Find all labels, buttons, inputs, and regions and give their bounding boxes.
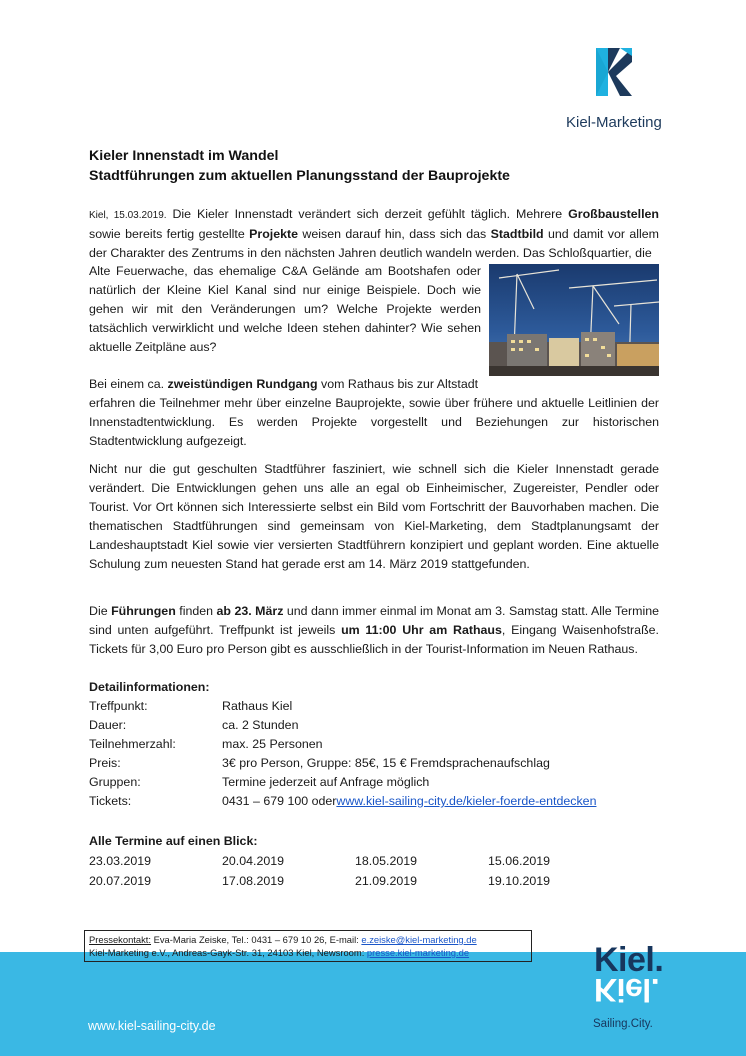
date-cell: 21.09.2019: [355, 874, 418, 888]
details-label: Teilnehmerzahl:: [89, 737, 176, 751]
details-label: Preis:: [89, 756, 121, 770]
details-value: max. 25 Personen: [222, 737, 323, 751]
press-line-1: [89, 933, 527, 946]
tour-paragraph: erfahren die Teilnehmer mehr über einzelne Bauprojekte, sowie über frühere und aktuelle Leitlinien der Innenstadtentwicklung. Es werden Projekte vorgestellt und Beziehungen zur historischen Stadtentwicklung aufgezeigt.: [89, 396, 659, 448]
details-table: [89, 697, 596, 811]
date-cell: 18.05.2019: [355, 854, 418, 868]
date-cell: 15.06.2019: [488, 854, 551, 868]
text-run: Bei einem ca.: [89, 377, 168, 391]
page-title: [89, 146, 669, 186]
press-label: Pressekontakt:: [89, 934, 152, 945]
tickets-link[interactable]: www.kiel-sailing-city.de/kieler-foerde-entdecken: [336, 794, 597, 808]
details-row-tickets: [89, 792, 596, 811]
construction-photo: [489, 264, 659, 376]
text-run: finden: [175, 604, 217, 618]
kiel-wordmark: Kiel.: [594, 941, 664, 979]
text-run: und damit vor allem der Charakter des Zentrums in den nächsten Jahren deutlich wandeln werden. Das Schloßquartier, die: [89, 227, 659, 260]
details-value: Rathaus Kiel: [222, 699, 293, 713]
details-label: Treffpunkt:: [89, 699, 148, 713]
logo-brand-text: Kiel-Marketing: [566, 114, 662, 131]
bold-run: zweistündigen Rundgang: [167, 377, 318, 391]
date-cell: 17.08.2019: [222, 874, 285, 888]
details-value: 3€ pro Person, Gruppe: 85€, 15 € Fremdsprachenaufschlag: [222, 756, 550, 770]
date-cell: 19.10.2019: [488, 874, 551, 888]
press-line-2: [89, 946, 527, 959]
dates-grid: [89, 851, 621, 891]
details-value: ca. 2 Stunden: [222, 718, 299, 732]
tickets-phone: 0431 – 679 100 oder: [222, 794, 337, 808]
dateline: Kiel, 15.03.2019.: [89, 210, 167, 221]
newsroom-link[interactable]: presse.kiel-marketing.de: [366, 947, 470, 958]
press-contact-box: [84, 930, 532, 962]
intro-paragraph-wrap: Alte Feuerwache, das ehemalige C&A Gelände am Bootshafen oder natürlich der Kleine Kiel Kanal sind nur einige Beispiele. Doch wie gehen wir mit den Veränderungen um? Welche Projekte werden tatsächlich verwirklicht und welche Ideen stehen dahinter? Wie sehen aktuelle Zeitpläne aus?: [89, 264, 481, 354]
press-email-link[interactable]: e.zeiske@kiel-marketing.de: [361, 934, 477, 945]
bold-run: Führungen: [111, 604, 176, 618]
kiel-tagline: Sailing.City.: [593, 1018, 653, 1030]
kiel-sailing-city-logo: [590, 942, 680, 1042]
details-label: Gruppen:: [89, 775, 141, 789]
details-row: [89, 773, 596, 792]
intro-paragraph: [89, 205, 659, 263]
text-run: Die: [89, 604, 112, 618]
dates-row: [89, 871, 621, 891]
details-row: [89, 754, 596, 773]
bold-run: Stadtbild: [490, 227, 544, 241]
text-run: sowie bereits fertig gestellte: [89, 227, 250, 241]
text-run: weisen darauf hin, dass sich das: [298, 227, 491, 241]
schedule-paragraph: [89, 602, 659, 659]
guides-paragraph: Nicht nur die gut geschulten Stadtführer fasziniert, wie schnell sich die Kieler Innenstadt gerade verändert. Die Entwicklungen gehen uns alle an egal ob Einheimischer, Zugereister, Pendler oder Tourist. Vor Ort können sich Interessierte selbst ein Bild vom Fortschritt der Bauvorhaben machen. Die thematischen Stadtführungen sind gemeinsam von Kiel-Marketing, dem Stadtplanungsamt der Landeshauptstadt Kiel sowie vier versierten Stadtführern konzipiert und geplant worden. Eine aktuelle Schulung zum neuesten Stand hat gerade erst am 14. März 2019 stattgefunden.: [89, 462, 659, 571]
title-line-1: Kieler Innenstadt im Wandel: [89, 148, 279, 164]
text-run: Die Kieler Innenstadt verändert sich derzeit gefühlt täglich. Mehrere: [166, 207, 569, 221]
details-row: [89, 697, 596, 716]
details-label: Tickets:: [89, 794, 132, 808]
details-label: Dauer:: [89, 718, 127, 732]
text-run: Eva-Maria Zeiske, Tel.: 0431 – 679 10 26, E-mail:: [151, 934, 362, 945]
text-run: vom Rathaus bis zur Altstadt: [317, 377, 479, 391]
date-cell: 20.07.2019: [89, 874, 152, 888]
kiel-wordmark-reflection: Kiel.: [594, 972, 660, 1008]
tour-paragraph-first-line: [89, 375, 481, 394]
footer-url[interactable]: www.kiel-sailing-city.de: [88, 1019, 216, 1033]
bold-run: Großbaustellen: [568, 207, 659, 221]
bold-run: ab 23. März: [216, 604, 284, 618]
details-value: Termine jederzeit auf Anfrage möglich: [222, 775, 430, 789]
kiel-marketing-logo: [566, 46, 686, 136]
k-logo-icon: [594, 46, 634, 98]
bold-run: Projekte: [249, 227, 299, 241]
title-line-2: Stadtführungen zum aktuellen Planungsstand der Bauprojekte: [89, 168, 510, 184]
bold-run: um 11:00 Uhr am Rathaus: [341, 623, 502, 637]
text-run: Kiel-Marketing e.V., Andreas-Gayk-Str. 31, 24103 Kiel, Newsroom:: [89, 947, 367, 958]
details-row: [89, 735, 596, 754]
date-cell: 20.04.2019: [222, 854, 285, 868]
date-cell: 23.03.2019: [89, 854, 152, 868]
dates-heading: Alle Termine auf einen Blick:: [89, 834, 258, 848]
text-run: und dann immer einmal im Monat am 3. Samstag statt. Alle Termine sind unten aufgeführt. Treffpunkt ist jeweils: [89, 604, 659, 637]
dates-row: [89, 851, 621, 871]
details-row: [89, 716, 596, 735]
details-heading: Detailinformationen:: [89, 680, 210, 694]
text-run: , Eingang Waisenhofstraße. Tickets für 3,00 Euro pro Person gibt es ausschließlich in der Tourist-Information im Neuen Rathaus.: [89, 623, 659, 656]
